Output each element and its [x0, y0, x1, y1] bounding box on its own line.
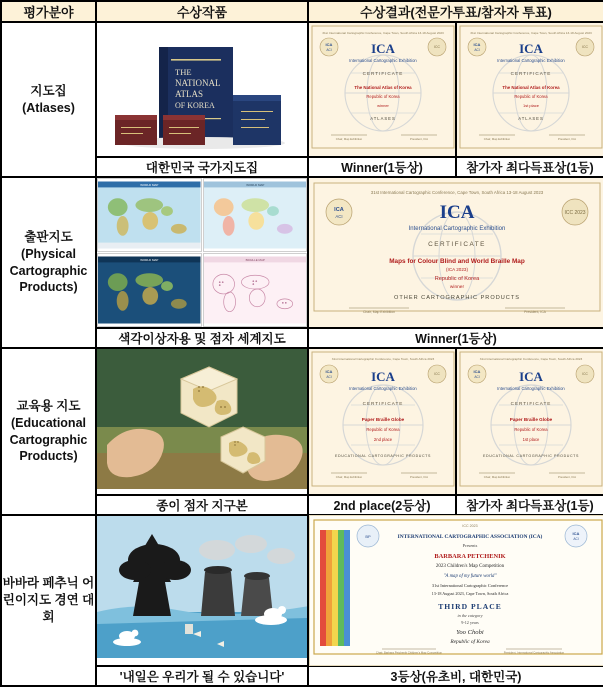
ocean-world-map-image — [98, 254, 201, 326]
category-physical — [1, 177, 96, 348]
svg-text:OF KOREA: OF KOREA — [175, 101, 215, 110]
atlas-result-right: 참가자 최다득표상(1등) — [456, 157, 603, 177]
svg-text:Paper Braille Globe: Paper Braille Globe — [509, 417, 553, 423]
svg-text:ICA: ICA — [572, 531, 580, 537]
svg-text:Presents: Presents — [462, 543, 478, 549]
svg-text:CERTIFICATE: CERTIFICATE — [362, 401, 404, 407]
svg-text:President, International Carto: President, International Cartographic Association — [503, 650, 565, 655]
svg-text:The National Atlas of Korea: The National Atlas of Korea — [502, 85, 560, 90]
svg-text:Chair, Map Exhibition: Chair, Map Exhibition — [335, 137, 363, 141]
physical-certificate — [308, 177, 603, 328]
braille-globe-photo-cell — [96, 348, 308, 495]
petchenik-certificate-svg — [310, 516, 603, 658]
header-work: 수상작품 — [96, 1, 308, 22]
svg-text:CERTIFICATE: CERTIFICATE — [428, 241, 486, 248]
petchenik-certificate — [309, 515, 603, 666]
atlas-photo-cell — [96, 22, 308, 157]
svg-text:Chair, Map Exhibition: Chair, Map Exhibition — [483, 475, 511, 480]
atlas-result-left: Winner(1등상) — [308, 157, 456, 177]
svg-text:ICA: ICA — [371, 369, 395, 385]
svg-text:The National Atlas of Korea: The National Atlas of Korea — [354, 85, 412, 90]
table-row — [1, 177, 603, 328]
svg-text:(ICA 2023): (ICA 2023) — [446, 267, 468, 272]
svg-text:BRAILLE MAP: BRAILLE MAP — [245, 257, 265, 262]
svg-text:31st International Cartographi: 31st International Cartographic Conference — [431, 583, 509, 589]
children-result: 3등상(유초비, 대한민국) — [308, 666, 603, 686]
svg-text:1st place: 1st place — [522, 437, 540, 443]
table-row — [1, 515, 603, 666]
svg-text:ICC 2023: ICC 2023 — [564, 210, 586, 216]
atlas-photo — [97, 23, 307, 156]
svg-text:ATLAS: ATLAS — [175, 89, 204, 99]
svg-text:31st International Cartographi: 31st International Cartographic Conference, Cape Town, South Africa 13-18 August 2023 — [322, 31, 444, 35]
educational-work-caption: 종이 점자 지구본 — [96, 495, 308, 515]
physical-world-map-image — [98, 179, 201, 251]
svg-text:Republic of Korea: Republic of Korea — [450, 639, 490, 646]
svg-text:"A map of my future world": "A map of my future world" — [443, 574, 497, 580]
educational-certificate-popular — [456, 348, 603, 495]
svg-text:ICC: ICC — [434, 372, 440, 377]
svg-text:THIRD PLACE: THIRD PLACE — [438, 602, 502, 612]
svg-text:ICA: ICA — [334, 207, 344, 213]
map-ocean-world — [97, 253, 202, 327]
svg-text:WORLD MAP: WORLD MAP — [140, 257, 159, 262]
svg-text:1st place: 1st place — [522, 103, 540, 108]
map-political-world — [203, 178, 308, 252]
svg-text:31st International Cartographi: 31st International Cartographic Conference, Cape Town, South Africa 2023 — [331, 357, 435, 362]
svg-text:31st International Cartographi: 31st International Cartographic Conference, Cape Town, South Africa 2023 — [479, 357, 583, 362]
svg-text:CERTIFICATE: CERTIFICATE — [510, 401, 552, 407]
svg-text:Chair, Barbara Petchenik Child: Chair, Barbara Petchenik Children's Map Competition — [375, 650, 443, 655]
svg-text:Republic of Korea: Republic of Korea — [514, 94, 548, 99]
svg-text:BARBARA PETCHENIK: BARBARA PETCHENIK — [434, 553, 506, 561]
physical-maps-cell — [96, 177, 308, 328]
category-label-line1: 교육용 지도 — [16, 398, 81, 413]
ica-certificate-svg — [309, 178, 603, 316]
atlas-certificate-popular — [456, 22, 603, 157]
certificate-image-left — [309, 349, 455, 494]
svg-text:31st International Cartographi: 31st International Cartographic Conference, Cape Town, South Africa 13-18 August 2023 — [370, 190, 544, 195]
svg-text:ICC: ICC — [582, 372, 588, 377]
svg-text:President, ICA: President, ICA — [557, 137, 577, 141]
svg-text:Yoo Chobi: Yoo Chobi — [456, 629, 484, 637]
paper-braille-globe-image — [97, 349, 307, 489]
atlas-work-caption: 대한민국 국가지도집 — [96, 157, 308, 177]
educational-result-right: 참가자 최다득표상(1등) — [456, 495, 603, 515]
ica-certificate-svg — [457, 23, 603, 151]
svg-text:winner: winner — [377, 103, 389, 108]
svg-text:ATLASES: ATLASES — [518, 116, 544, 121]
political-world-map-image — [204, 179, 307, 251]
braille-globe-photo — [97, 349, 307, 494]
svg-text:Chair, Map Exhibition: Chair, Map Exhibition — [362, 310, 396, 314]
svg-text:International Cartographic Exh: International Cartographic Exhibition — [349, 58, 417, 63]
svg-text:President, ICA: President, ICA — [524, 310, 546, 314]
atlas-books-image — [97, 23, 307, 151]
svg-text:ICC: ICC — [582, 45, 588, 49]
ica-certificate-svg — [309, 23, 455, 151]
ica-certificate-svg — [309, 349, 455, 489]
svg-text:EDUCATIONAL CARTOGRAPHIC PRODU: EDUCATIONAL CARTOGRAPHIC PRODUCTS — [483, 454, 579, 459]
svg-text:ACI: ACI — [326, 48, 332, 52]
category-atlases — [1, 22, 96, 177]
svg-text:ICA: ICA — [519, 41, 543, 56]
svg-text:31st International Cartographi: 31st International Cartographic Conference, Cape Town, South Africa 13-18 August 2023 — [470, 31, 592, 35]
svg-text:EDUCATIONAL CARTOGRAPHIC PRODU: EDUCATIONAL CARTOGRAPHIC PRODUCTS — [335, 454, 431, 459]
svg-text:ICA: ICA — [519, 369, 543, 385]
table-row — [1, 22, 603, 157]
svg-text:ICC: ICC — [434, 45, 440, 49]
svg-text:WORLD MAP: WORLD MAP — [245, 182, 264, 187]
svg-text:International Cartographic Exh: International Cartographic Exhibition — [349, 386, 417, 392]
children-certificate-cell — [308, 515, 603, 666]
map-physical-world — [97, 178, 202, 252]
category-children — [1, 515, 96, 686]
category-educational — [1, 348, 96, 515]
childrens-map-drawing-image — [97, 516, 307, 658]
svg-text:ICA: ICA — [439, 202, 475, 223]
certificate-image-right — [457, 23, 603, 156]
svg-text:ACI: ACI — [573, 537, 579, 542]
svg-text:ICA: ICA — [473, 42, 481, 47]
header-category: 평가분야 — [1, 1, 96, 22]
svg-text:International Cartographic Exh: International Cartographic Exhibition — [497, 386, 565, 392]
svg-text:ATLASES: ATLASES — [370, 116, 396, 121]
svg-text:INTERNATIONAL CARTOGRAPHIC ASS: INTERNATIONAL CARTOGRAPHIC ASSOCIATION (ICA) — [397, 534, 543, 541]
svg-text:President, ICA: President, ICA — [557, 475, 577, 480]
certificate-image-right — [457, 349, 603, 494]
svg-text:Republic of Korea: Republic of Korea — [434, 276, 480, 282]
svg-text:International Cartographic Exh: International Cartographic Exhibition — [497, 58, 565, 63]
svg-text:CERTIFICATE: CERTIFICATE — [362, 71, 404, 76]
physical-result: Winner(1등상) — [308, 328, 603, 348]
svg-text:ICA: ICA — [325, 369, 333, 375]
svg-text:ACI: ACI — [474, 375, 480, 380]
table-row — [1, 348, 603, 495]
svg-text:ACI: ACI — [326, 375, 332, 380]
table-header-row — [1, 1, 603, 22]
svg-text:ICC 2023: ICC 2023 — [462, 524, 478, 529]
svg-text:2023 Children's Map Competitio: 2023 Children's Map Competition — [435, 564, 505, 570]
category-label-line2: (Educational Cartographic Products) — [9, 415, 88, 464]
svg-text:BP: BP — [365, 534, 371, 540]
certificate-image-physical — [309, 178, 603, 327]
svg-text:Chair, Map Exhibition: Chair, Map Exhibition — [335, 475, 363, 480]
svg-text:OTHER CARTOGRAPHIC PRODUCTS: OTHER CARTOGRAPHIC PRODUCTS — [394, 295, 520, 301]
svg-text:in the category: in the category — [457, 613, 483, 619]
child-drawing-cell — [96, 515, 308, 666]
atlas-certificate-winner — [308, 22, 456, 157]
category-label: 바바라 페추닉 어린이지도 경연 대회 — [2, 576, 95, 624]
svg-text:THE: THE — [175, 67, 192, 77]
category-label-line2: (Atlases) — [22, 100, 75, 115]
svg-text:President, ICA: President, ICA — [409, 137, 429, 141]
svg-text:Chair, Map Exhibition: Chair, Map Exhibition — [483, 137, 511, 141]
svg-text:Maps for Colour Blind and Worl: Maps for Colour Blind and World Braille Map — [389, 258, 525, 265]
svg-text:ACI: ACI — [335, 214, 343, 219]
header-result: 수상결과(전문가투표/참자자 투표) — [308, 1, 603, 22]
svg-text:2nd place: 2nd place — [373, 437, 393, 443]
svg-text:13-18 August 2023, Cape Town,: 13-18 August 2023, Cape Town, South Africa — [431, 591, 509, 597]
svg-text:International Cartographic Exh: International Cartographic Exhibition — [408, 226, 506, 232]
svg-text:winner: winner — [449, 285, 465, 290]
svg-text:9-12 years: 9-12 years — [461, 620, 479, 626]
svg-text:ACI: ACI — [474, 48, 480, 52]
category-label-line1: 출판지도 — [24, 229, 73, 244]
educational-certificate-2nd — [308, 348, 456, 495]
svg-text:Paper Braille Globe: Paper Braille Globe — [361, 417, 405, 423]
svg-text:Republic of Korea: Republic of Korea — [366, 94, 400, 99]
svg-text:ICA: ICA — [473, 369, 481, 375]
child-drawing — [97, 516, 307, 665]
braille-world-map-image — [204, 254, 307, 326]
svg-text:NATIONAL: NATIONAL — [175, 78, 221, 88]
svg-text:Republic of Korea: Republic of Korea — [366, 427, 400, 433]
children-work-caption: '내일은 우리가 될 수 있습니다' — [96, 666, 308, 686]
svg-text:Republic of Korea: Republic of Korea — [514, 427, 548, 433]
ica-certificate-svg — [457, 349, 603, 489]
svg-text:ICA: ICA — [325, 42, 333, 47]
physical-work-caption: 색각이상자용 및 점자 세계지도 — [96, 328, 308, 348]
certificate-image-left — [309, 23, 455, 156]
svg-text:ICA: ICA — [371, 41, 395, 56]
category-label-line1: 지도집 — [30, 83, 67, 98]
svg-text:WORLD MAP: WORLD MAP — [140, 182, 159, 187]
svg-text:President, ICA: President, ICA — [409, 475, 429, 480]
svg-text:CERTIFICATE: CERTIFICATE — [510, 71, 552, 76]
category-label-line2: (Physical Cartographic Products) — [9, 246, 88, 295]
world-maps-grid — [97, 178, 307, 327]
map-braille-world — [203, 253, 308, 327]
educational-result-left: 2nd place(2등상) — [308, 495, 456, 515]
